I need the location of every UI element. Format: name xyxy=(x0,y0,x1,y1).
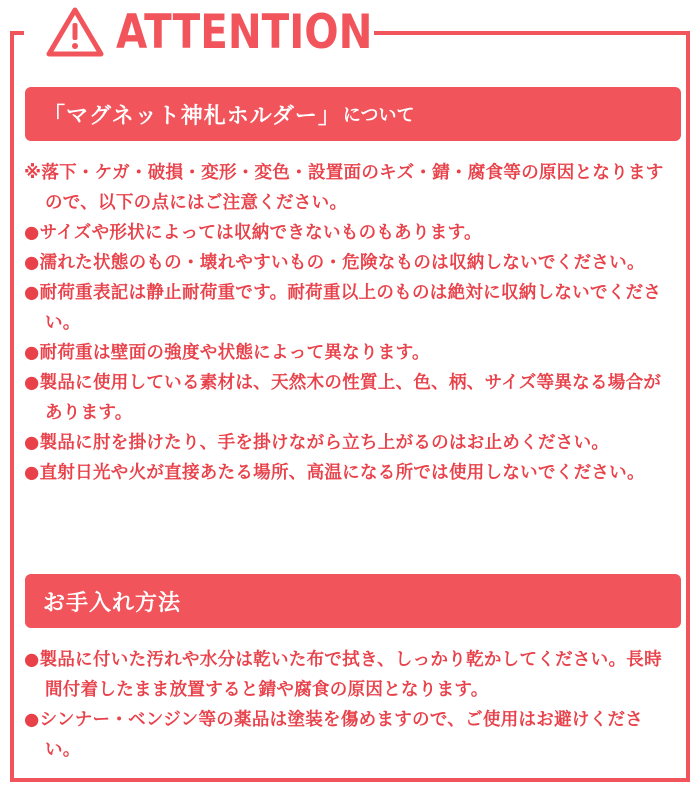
caution-note: ※落下・ケガ・破損・変形・変色・設置面のキズ・錆・腐食等の原因となりますので、以下の点にはご注意ください。 xyxy=(24,163,664,213)
list-item: ●耐荷重表記は静止耐荷重です。耐荷重以上のものは絶対に収納しないでください。 xyxy=(24,283,662,333)
list-item: ●製品に付いた汚れや水分は乾いた布で拭き、しっかり乾かしてください。長時間付着したまま放置すると錆や腐食の原因となります。 xyxy=(24,650,662,700)
section-heading-care xyxy=(25,574,681,628)
list-item: ●製品に使用している素材は、天然木の性質上、色、柄、サイズ等異なる場合があります。 xyxy=(24,373,662,423)
attention-header xyxy=(24,0,374,64)
caution-list xyxy=(24,158,674,488)
page-title: ATTENTION xyxy=(116,4,373,60)
section-heading-product xyxy=(25,87,681,141)
list-item: ●濡れた状態のもの・壊れやすいもの・危険なものは収納しないでください。 xyxy=(24,253,645,273)
section-heading-main: お手入れ方法 xyxy=(43,590,182,616)
list-item: ●シンナー・ベンジン等の薬品は塗装を傷めますので、ご使用はお避けください。 xyxy=(24,710,644,760)
list-item: ●サイズや形状によっては収納できないものもあります。 xyxy=(24,223,482,243)
care-list xyxy=(24,645,674,765)
section-heading-suffix: について xyxy=(342,105,415,126)
list-item: ●直射日光や火が直接あたる場所、高温になる所では使用しないでください。 xyxy=(24,463,645,483)
warning-triangle-icon xyxy=(46,6,104,58)
list-item: ●製品に肘を掛けたり、手を掛けながら立ち上がるのはお止めください。 xyxy=(24,433,610,453)
section-heading-main: 「マグネット神札ホルダー」 xyxy=(43,103,341,129)
list-item: ●耐荷重は壁面の強度や状態によって異なります。 xyxy=(24,343,430,363)
